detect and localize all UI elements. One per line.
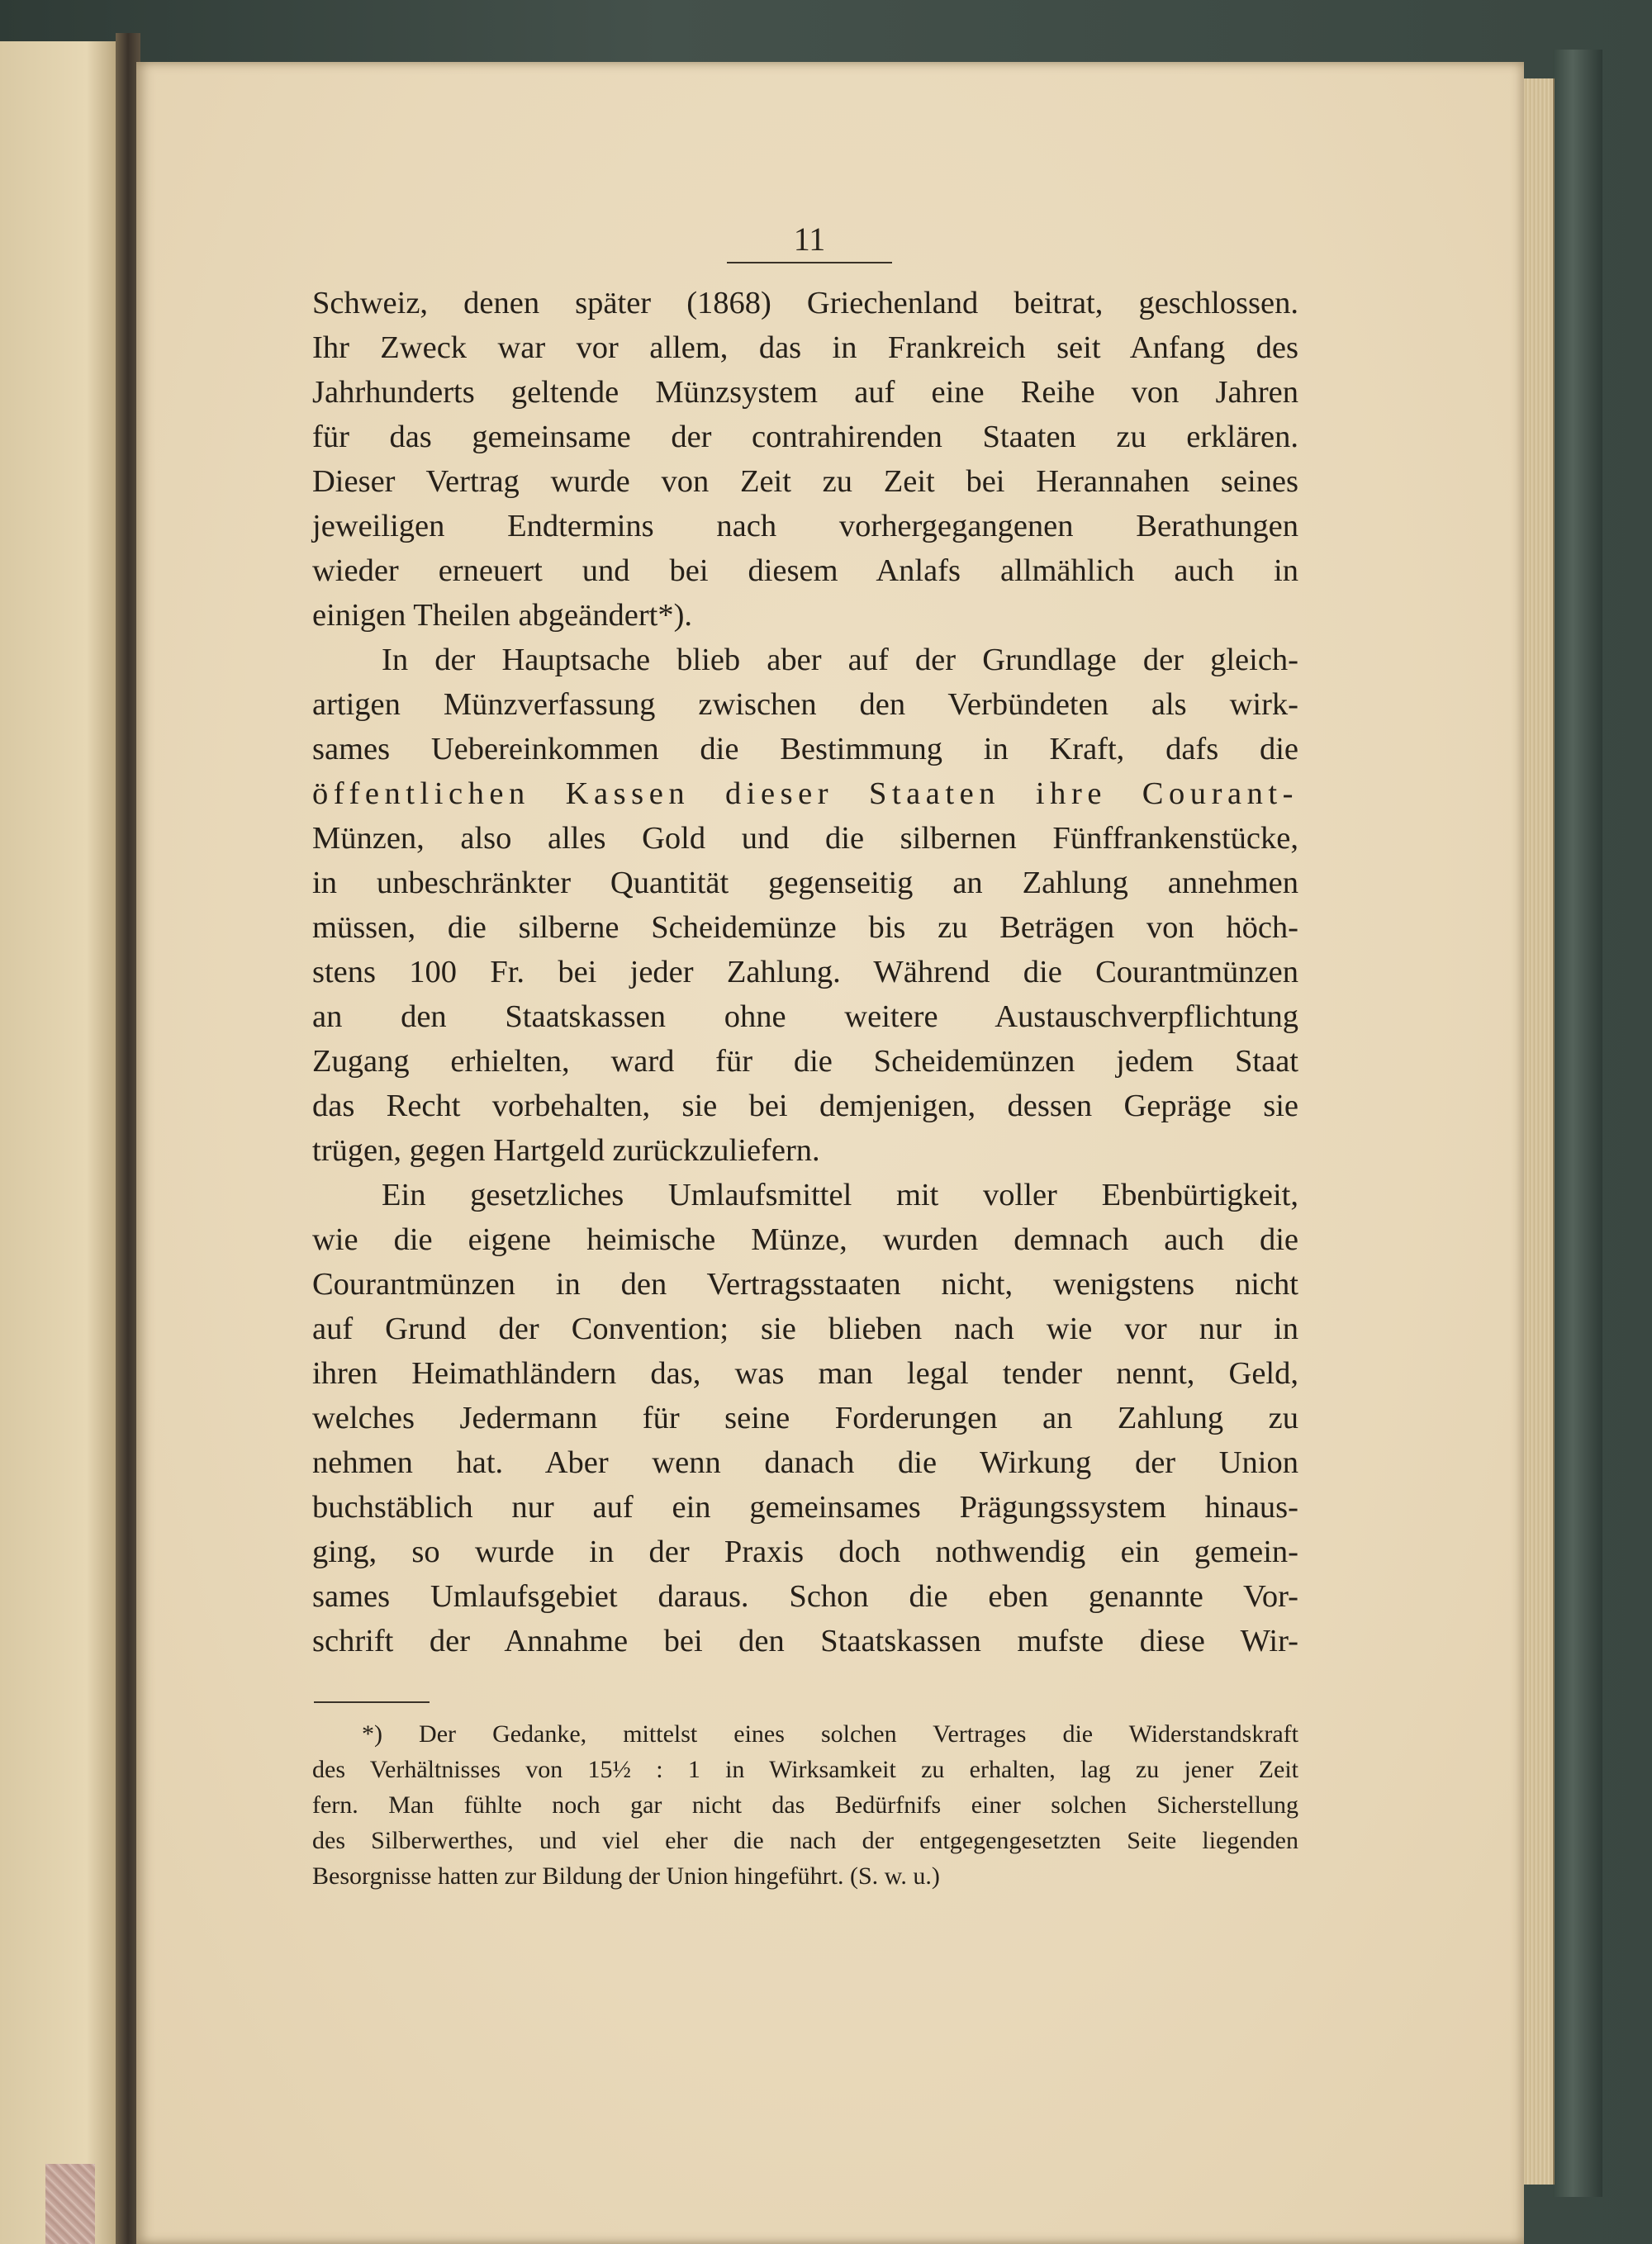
text-line: wieder erneuert und bei diesem Anlafs allmählich auch in bbox=[312, 553, 1298, 588]
text-line: Courantmünzen in den Vertragsstaaten nicht, wenigstens nicht bbox=[312, 1267, 1298, 1302]
page-number: 11 bbox=[793, 221, 826, 258]
text-line: Jahrhunderts geltende Münzsystem auf eine Reihe von Jahren bbox=[312, 375, 1298, 410]
text-line: ihren Heimathländern das, was man legal tender nennt, Geld, bbox=[312, 1356, 1298, 1391]
text-line: Ihr Zweck war vor allem, das in Frankreich seit Anfang des bbox=[312, 330, 1298, 365]
text-line: buchstäblich nur auf ein gemeinsames Prägungssystem hinaus- bbox=[312, 1490, 1298, 1525]
text-line: artigen Münzverfassung zwischen den Verbündeten als wirk- bbox=[312, 687, 1298, 722]
footnote-line: des Silberwerthes, und viel eher die nach der entgegengesetzten Seite liegenden bbox=[312, 1827, 1298, 1854]
text-line: stens 100 Fr. bei jeder Zahlung. Während die Courantmünzen bbox=[312, 955, 1298, 989]
text-line: Schweiz, denen später (1868) Griechenland beitrat, geschlossen. bbox=[312, 286, 1298, 320]
footnote-line: Besorgnisse hatten zur Bildung der Union hingeführt. (S. w. u.) bbox=[312, 1862, 940, 1890]
text-line: einigen Theilen abgeändert*). bbox=[312, 598, 693, 633]
text-line: jeweiligen Endtermins nach vorhergegangenen Berathungen bbox=[312, 509, 1298, 543]
page-stack-edge bbox=[1524, 78, 1555, 2185]
text-line: Münzen, also alles Gold und die silbernen Fünffrankenstücke, bbox=[312, 821, 1298, 856]
footnote-line: fern. Man fühlte noch gar nicht das Bedürfnifs einer solchen Sicherstellung bbox=[312, 1791, 1298, 1819]
text-line: müssen, die silberne Scheidemünze bis zu Beträgen von höch- bbox=[312, 910, 1298, 945]
text-line: schrift der Annahme bei den Staatskassen mufste diese Wir- bbox=[312, 1624, 1298, 1658]
text-line-emphasized: öffentlichen Kassen dieser Staaten ihre Courant- bbox=[312, 776, 1298, 811]
text-line: Zugang erhielten, ward für die Scheidemünzen jedem Staat bbox=[312, 1044, 1298, 1079]
body-text bbox=[312, 281, 1298, 1663]
text-line: an den Staatskassen ohne weitere Austauschverpflichtung bbox=[312, 999, 1298, 1034]
text-line: trügen, gegen Hartgeld zurückzuliefern. bbox=[312, 1133, 820, 1168]
text-line: sames Umlaufsgebiet daraus. Schon die eben genannte Vor- bbox=[312, 1579, 1298, 1614]
page-number-rule bbox=[727, 262, 892, 263]
text-line: nehmen hat. Aber wenn danach die Wirkung der Union bbox=[312, 1445, 1298, 1480]
footnote-line: des Verhältnisses von 15½ : 1 in Wirksamkeit zu erhalten, lag zu jener Zeit bbox=[312, 1756, 1298, 1783]
footnote-rule bbox=[314, 1701, 430, 1703]
bookmark-ribbon bbox=[45, 2164, 95, 2244]
text-line: wie die eigene heimische Münze, wurden demnach auch die bbox=[312, 1222, 1298, 1257]
text-line: welches Jedermann für seine Forderungen an Zahlung zu bbox=[312, 1401, 1298, 1435]
text-line: auf Grund der Convention; sie blieben nach wie vor nur in bbox=[312, 1312, 1298, 1346]
text-line: für das gemeinsame der contrahirenden Staaten zu erklären. bbox=[312, 420, 1298, 454]
footnote bbox=[312, 1716, 1298, 1894]
text-line: sames Uebereinkommen die Bestimmung in Kraft, dafs die bbox=[312, 732, 1298, 766]
previous-page-edge bbox=[0, 41, 124, 2244]
text-line: ging, so wurde in der Praxis doch nothwendig ein gemein- bbox=[312, 1535, 1298, 1569]
book-cover-edge bbox=[1553, 50, 1602, 2197]
text-line: Dieser Vertrag wurde von Zeit zu Zeit bei Herannahen seines bbox=[312, 464, 1298, 499]
paragraph-start-line: In der Hauptsache blieb aber auf der Grundlage der gleich- bbox=[382, 643, 1298, 677]
paragraph-start-line: Ein gesetzliches Umlaufsmittel mit voller Ebenbürtigkeit, bbox=[382, 1178, 1298, 1212]
footnote-line: *) Der Gedanke, mittelst eines solchen Vertrages die Widerstandskraft bbox=[362, 1720, 1298, 1748]
text-line: das Recht vorbehalten, sie bei demjenigen, dessen Gepräge sie bbox=[312, 1089, 1298, 1123]
text-line: in unbeschränkter Quantität gegenseitig an Zahlung annehmen bbox=[312, 866, 1298, 900]
